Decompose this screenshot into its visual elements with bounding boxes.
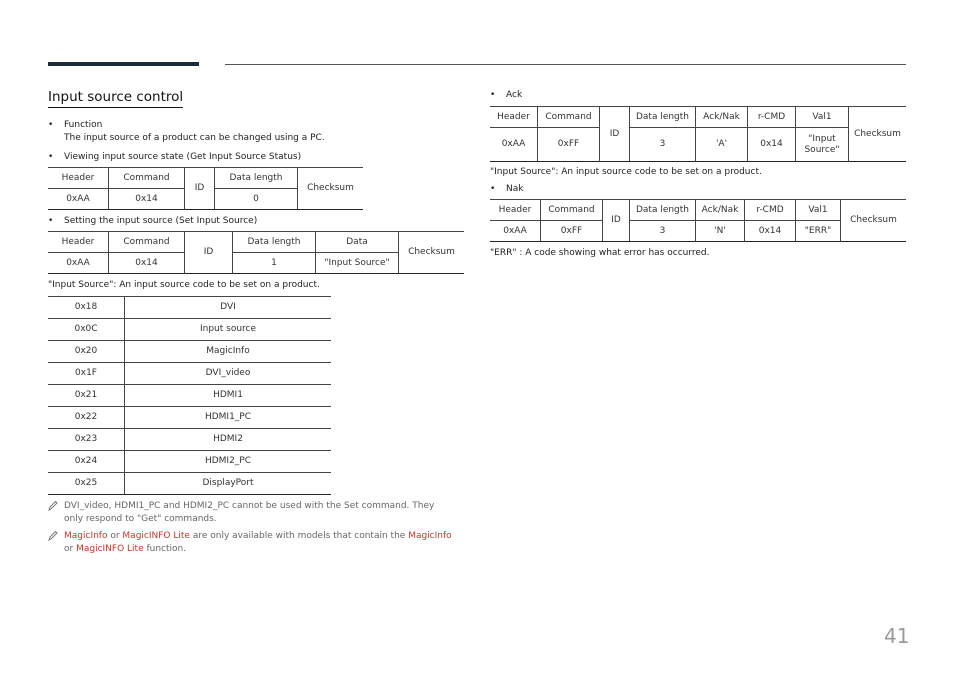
source-name-cell: DVI_video	[125, 363, 332, 385]
table-cell: "Input Source"	[316, 253, 399, 274]
table-cell: 'N'	[696, 221, 745, 242]
nak-label: Nak	[506, 184, 524, 194]
source-name-cell: MagicInfo	[125, 341, 332, 363]
table-cell: 0x14	[109, 253, 185, 274]
bullet-icon: •	[48, 152, 54, 162]
table-header-cell: Data length	[630, 200, 696, 221]
bullet-icon: •	[48, 216, 54, 226]
source-name-cell: HDMI1_PC	[125, 407, 332, 429]
brand-magicinfo: MagicInfo	[408, 531, 452, 541]
ack-caption: "Input Source": An input source code to be set on a product.	[490, 167, 762, 177]
table-header-cell: Command	[109, 168, 185, 189]
set-source-label: Setting the input source (Set Input Source)	[64, 216, 258, 226]
table-header-cell: r-CMD	[748, 107, 796, 128]
bullet-icon: •	[490, 184, 496, 194]
note-text: or	[64, 544, 77, 554]
source-name-cell: DVI	[125, 297, 332, 319]
table-header-cell: Ack/Nak	[696, 200, 745, 221]
table-header-cell: Data	[316, 232, 399, 253]
table-cell: 3	[630, 221, 696, 242]
table-header-cell: ID	[185, 168, 215, 210]
table-header-cell: Checksum	[849, 107, 907, 162]
table-header-cell: Header	[48, 232, 109, 253]
source-name-cell: DisplayPort	[125, 473, 332, 495]
table-cell: 0xAA	[48, 253, 109, 274]
note-text: function.	[143, 544, 187, 554]
set-source-table	[48, 231, 464, 274]
table-cell: 0	[215, 189, 298, 210]
function-description: The input source of a product can be changed using a PC.	[64, 133, 325, 143]
code-cell: 0x23	[48, 429, 125, 451]
table-header-cell: Header	[48, 168, 109, 189]
section-title: Input source control	[48, 89, 183, 108]
table-header-cell: Checksum	[841, 200, 907, 242]
source-name-cell: HDMI2	[125, 429, 332, 451]
code-cell: 0x0C	[48, 319, 125, 341]
note-text: or	[107, 531, 123, 541]
note-1	[48, 500, 464, 528]
table-cell: 0xAA	[490, 221, 541, 242]
bullet-icon: •	[490, 90, 496, 100]
ack-table	[490, 106, 906, 162]
function-label: Function	[64, 120, 103, 130]
table-cell: 0xFF	[538, 128, 600, 162]
table-header-cell: ID	[185, 232, 233, 274]
table-header-cell: ID	[600, 107, 630, 162]
ack-label: Ack	[506, 90, 523, 100]
table-header-cell: Val1	[796, 200, 841, 221]
table-cell: 0x14	[745, 221, 796, 242]
input-source-codes-table	[48, 296, 331, 495]
code-cell: 0x25	[48, 473, 125, 495]
table-header-cell: Data length	[215, 168, 298, 189]
note-text: are only available with models that contain the	[189, 531, 409, 541]
table-header-cell: Val1	[796, 107, 849, 128]
set-source-caption: "Input Source": An input source code to be set on a product.	[48, 280, 320, 290]
note-2	[48, 530, 464, 558]
table-header-cell: Checksum	[399, 232, 465, 274]
get-status-label: Viewing input source state (Get Input Source Status)	[64, 152, 302, 162]
table-header-cell: Header	[490, 200, 541, 221]
table-cell: 0xFF	[541, 221, 603, 242]
code-cell: 0x21	[48, 385, 125, 407]
note-1-text: DVI_video, HDMI1_PC and HDMI2_PC cannot be used with the Set command. They only respond to "Get" commands.	[64, 501, 435, 524]
table-cell: 0x14	[109, 189, 185, 210]
source-name-cell: HDMI2_PC	[125, 451, 332, 473]
table-cell: 3	[630, 128, 696, 162]
brand-magicinfo-lite: MagicINFO Lite	[122, 531, 190, 541]
table-cell: 'A'	[696, 128, 748, 162]
brand-magicinfo-lite: MagicINFO Lite	[76, 544, 144, 554]
nak-table	[490, 199, 906, 242]
code-cell: 0x1F	[48, 363, 125, 385]
table-header-cell: Data length	[630, 107, 696, 128]
header-rule-thin	[225, 64, 906, 65]
code-cell: 0x24	[48, 451, 125, 473]
code-cell: 0x20	[48, 341, 125, 363]
bullet-icon: •	[48, 120, 54, 130]
table-cell: 0xAA	[48, 189, 109, 210]
table-cell: 0x14	[748, 128, 796, 162]
brand-magicinfo: MagicInfo	[64, 531, 108, 541]
source-name-cell: Input source	[125, 319, 332, 341]
table-cell: "ERR"	[796, 221, 841, 242]
table-header-cell: Command	[538, 107, 600, 128]
nak-caption: "ERR" : A code showing what error has occurred.	[490, 248, 710, 258]
table-header-cell: Data length	[233, 232, 316, 253]
code-cell: 0x18	[48, 297, 125, 319]
table-header-cell: Command	[109, 232, 185, 253]
table-header-cell: ID	[603, 200, 630, 242]
table-header-cell: Checksum	[298, 168, 364, 210]
table-header-cell: r-CMD	[745, 200, 796, 221]
pencil-note-icon	[48, 530, 58, 546]
get-status-table	[48, 167, 363, 210]
table-cell: "Input Source"	[796, 128, 849, 162]
table-cell: 1	[233, 253, 316, 274]
table-header-cell: Ack/Nak	[696, 107, 748, 128]
pencil-note-icon	[48, 500, 58, 516]
table-header-cell: Header	[490, 107, 538, 128]
table-header-cell: Command	[541, 200, 603, 221]
page-number: 41	[884, 624, 910, 648]
table-cell: 0xAA	[490, 128, 538, 162]
code-cell: 0x22	[48, 407, 125, 429]
source-name-cell: HDMI1	[125, 385, 332, 407]
header-rule-thick	[48, 62, 199, 66]
note-2-text	[64, 530, 454, 556]
